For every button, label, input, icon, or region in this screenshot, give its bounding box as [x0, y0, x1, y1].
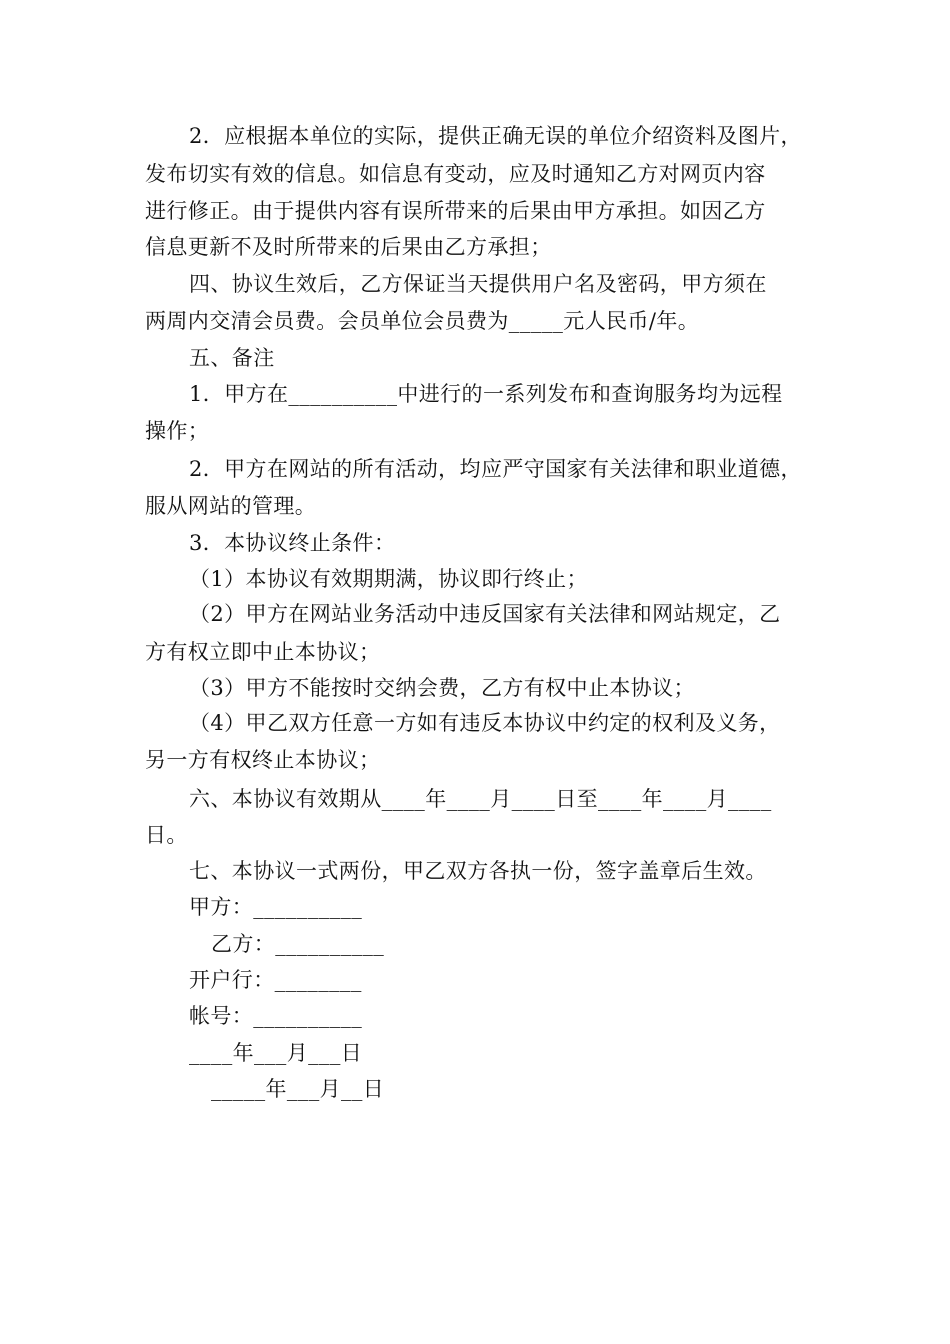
signature-account: 帐号：__________	[189, 1004, 363, 1028]
section-heading: 五、备注	[189, 346, 275, 370]
paragraph-line: 信息更新不及时所带来的后果由乙方承担；	[145, 235, 552, 259]
list-item: （2）甲方在网站业务活动中违反国家有关法律和网站规定，乙	[189, 602, 781, 626]
list-item-continuation: 方有权立即中止本协议；	[145, 640, 381, 664]
paragraph-line: 2．甲方在网站的所有活动，均应严守国家有关法律和职业道德，	[189, 457, 802, 481]
signature-date-a: ____年___月___日	[189, 1041, 363, 1065]
paragraph-line: 四、协议生效后，乙方保证当天提供用户名及密码，甲方须在	[189, 272, 767, 296]
paragraph-line: 3．本协议终止条件：	[189, 531, 396, 555]
paragraph-line: 2．应根据本单位的实际，提供正确无误的单位介绍资料及图片，	[189, 124, 802, 148]
paragraph-line: 1．甲方在__________中进行的一系列发布和查询服务均为远程	[189, 382, 783, 406]
list-item: （1）本协议有效期期满，协议即行终止；	[189, 567, 588, 591]
signature-party-b: 乙方：__________	[211, 932, 385, 956]
paragraph-line: 进行修正。由于提供内容有误所带来的后果由甲方承担。如因乙方	[145, 199, 766, 223]
paragraph-line: 操作；	[145, 419, 210, 443]
paragraph-line: 服从网站的管理。	[145, 494, 317, 518]
list-item: （4）甲乙双方任意一方如有违反本协议中约定的权利及义务，	[189, 711, 781, 735]
paragraph-line: 发布切实有效的信息。如信息有变动，应及时通知乙方对网页内容	[145, 162, 766, 186]
signature-bank: 开户行：________	[189, 968, 362, 992]
paragraph-line: 七、本协议一式两份，甲乙双方各执一份，签字盖章后生效。	[189, 859, 767, 883]
list-item: （3）甲方不能按时交纳会费，乙方有权中止本协议；	[189, 676, 695, 700]
signature-party-a: 甲方：__________	[189, 895, 363, 919]
list-item-continuation: 另一方有权终止本协议；	[145, 748, 381, 772]
paragraph-line: 日。	[145, 823, 188, 847]
signature-date-b: _____年___月__日	[211, 1077, 385, 1101]
paragraph-line: 两周内交清会员费。会员单位会员费为_____元人民币/年。	[145, 309, 700, 333]
paragraph-line: 六、本协议有效期从____年____月____日至____年____月____	[189, 787, 772, 811]
